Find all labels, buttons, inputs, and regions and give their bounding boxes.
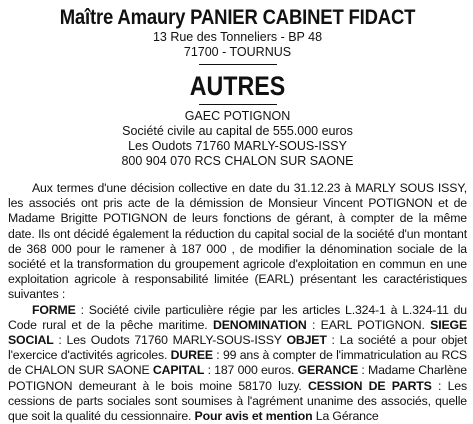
closing-text: La Gérance: [312, 409, 379, 424]
notice-body: [8, 181, 467, 424]
section-divider: [199, 104, 277, 105]
duree-text: : 99 ans à compter de l'immatriculation au RCS de CHALON SUR SAONE: [8, 348, 467, 378]
company-rcs: 800 904 070 RCS CHALON SUR SAONE: [121, 154, 354, 168]
capital-text: : 187 000 euros.: [204, 363, 298, 378]
cession-label: CESSION DE PARTS: [308, 378, 432, 393]
forme-label: FORME: [32, 302, 76, 317]
denomination-label: DENOMINATION: [212, 317, 307, 332]
siege-label: SIEGE SOCIAL: [8, 317, 467, 348]
siege-text: : Les Oudots 71760 MARLY-SOUS-ISSY: [53, 333, 287, 348]
company-name: GAEC POTIGNON: [184, 109, 291, 123]
gerance-text: : Madame Charlène POTIGNON demeurant à le bois moine 58170 luzy.: [8, 363, 467, 393]
gerance-label: GERANCE: [297, 363, 359, 378]
cession-text: : Les cessions de parts sociales sont soumises à l'agrément unanime des associés, quelle que soit la qualité du cessionnaire.: [8, 378, 467, 424]
notice-paragraph-1: Aux termes d'une décision collective en date du 31.12.23 à MARLY SOUS ISSY, les associés ont pris acte de la démission de Monsieur Vincent POTIGNON et de Madame Brigitte POTIGNON de leurs fonctions de gérant, à compter de la même date. Ils ont décidé également la réduction du capital social de la société d'un montant de 368 000 pour le ramener à 187 000 , de modifier la dénomination sociale de la société et la transformation du groupement agricole d'exploitation en commun en une exploitation agricole à responsabilité limitée (EARL) présentant les caractéristiques suivantes :: [8, 181, 467, 302]
section-title: AUTRES: [189, 71, 286, 101]
firm-address-line1: 13 Rue des Tonneliers - BP 48: [152, 30, 323, 44]
capital-label: CAPITAL: [152, 363, 205, 378]
objet-text: : La société a pour objet l'exercice d'activités agricoles.: [8, 333, 467, 363]
firm-address-line2: 71700 - TOURNUS: [183, 45, 292, 59]
firm-title: Maître Amaury PANIER CABINET FIDACT: [59, 5, 416, 29]
company-address: Les Oudots 71760 MARLY-SOUS-ISSY: [128, 139, 347, 153]
objet-label: OBJET: [286, 333, 327, 348]
notice-paragraph-2: [8, 303, 467, 424]
closing-label: Pour avis et mention: [194, 409, 313, 424]
company-capital: Société civile au capital de 555.000 euros: [122, 124, 353, 138]
forme-text: : Société civile particulière régie par les articles L.324-1 à L.324-11 du Code rural et de la pêche maritime.: [8, 302, 467, 332]
denomination-text: : EARL POTIGNON.: [306, 317, 431, 332]
header-divider: [199, 64, 277, 65]
duree-label: DUREE: [170, 348, 213, 363]
